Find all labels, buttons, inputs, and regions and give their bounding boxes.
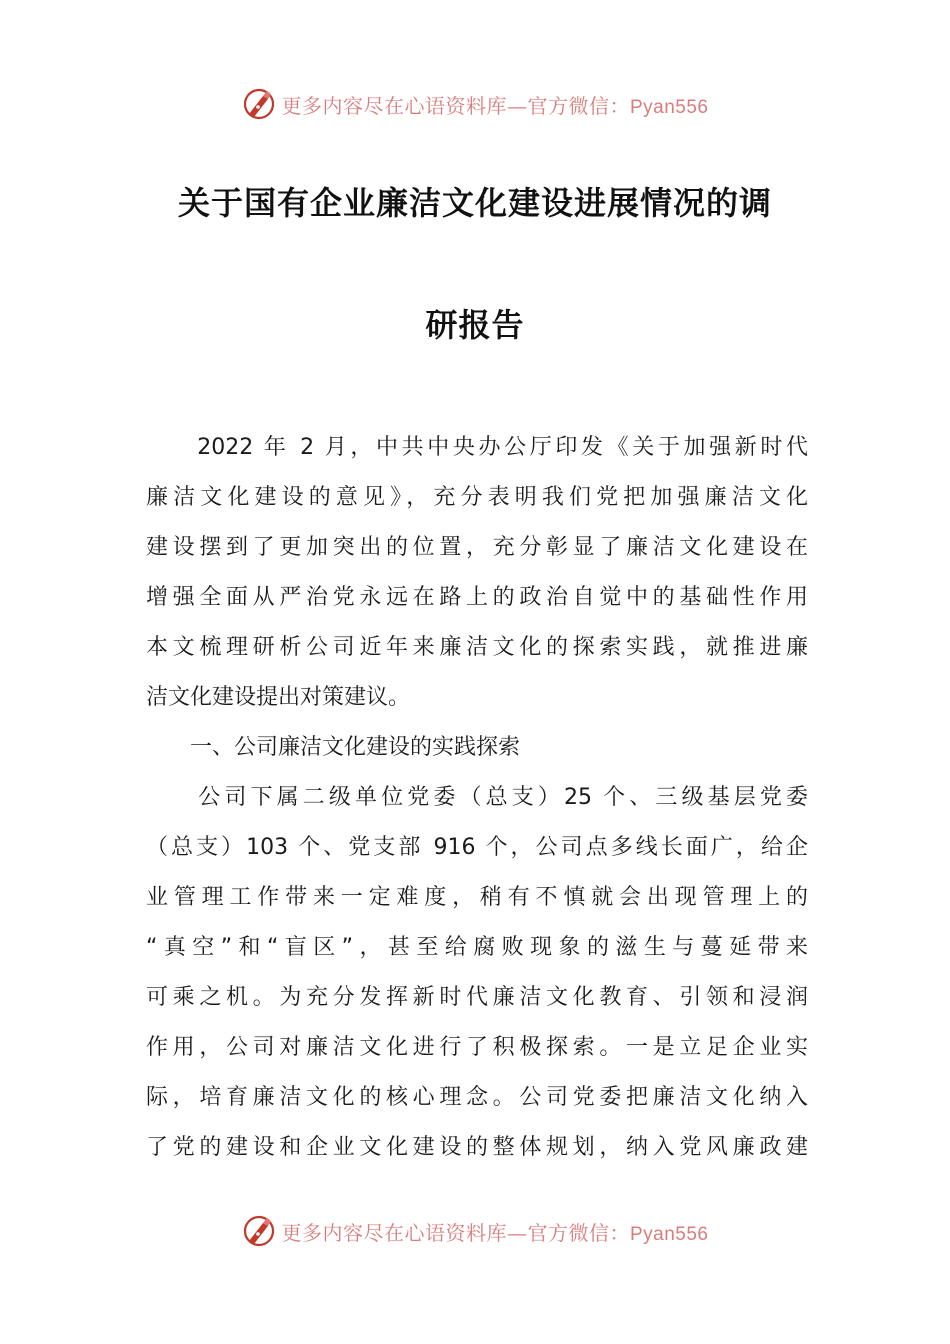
paragraph-2-line: （总支）103 个、党支部 916 个，公司点多线长面广，给企 [146, 835, 808, 860]
paragraph-2-line: 际，培育廉洁文化的核心理念。公司党委把廉洁文化纳入 [146, 1085, 808, 1110]
watermark-banner-top [0, 84, 950, 124]
paragraph-2-line: 了党的建设和企业文化建设的整体规划，纳入党风廉政建 [146, 1135, 808, 1160]
watermark-banner-bottom [0, 1211, 950, 1251]
paragraph-2-line: “真空”和“盲区”，甚至给腐败现象的滋生与蔓延带来 [146, 935, 808, 960]
wechat-id: Pyan556 [629, 1223, 709, 1245]
document-title-line-1: 关于国有企业廉洁文化建设进展情况的调 [177, 184, 772, 222]
pen-nib-logo-icon [241, 86, 277, 122]
paragraph-2-line: 可乘之机。为充分发挥新时代廉洁文化教育、引领和浸润 [146, 985, 808, 1010]
watermark-text: 更多内容尽在心语资料库—官方微信：Pyan556 [281, 1220, 709, 1245]
paragraph-1-line: 建设摆到了更加突出的位置，充分彰显了廉洁文化建设在 [146, 535, 808, 560]
paragraph-2-line: 公司下属二级单位党委（总支）25 个、三级基层党委 [146, 785, 808, 810]
paragraph-1-line: 本文梳理研析公司近年来廉洁文化的探索实践，就推进廉 [146, 635, 808, 660]
paragraph-2-line: 业管理工作带来一定难度，稍有不慎就会出现管理上的 [146, 885, 808, 910]
paragraph-1-line: 廉洁文化建设的意见》，充分表明我们党把加强廉洁文化 [146, 485, 808, 510]
paragraph-1-line: 洁文化建设提出对策建议。 [146, 685, 411, 710]
paragraph-1-line: 增强全面从严治党永远在路上的政治自觉中的基础性作用 [146, 585, 808, 610]
paragraph-2-line: 作用，公司对廉洁文化进行了积极探索。一是立足企业实 [146, 1035, 808, 1060]
watermark-text: 更多内容尽在心语资料库—官方微信：Pyan556 [281, 93, 709, 118]
section-heading: 一、公司廉洁文化建设的实践探索 [146, 735, 521, 760]
document-title-line-2: 研报告 [425, 306, 525, 344]
wechat-id: Pyan556 [629, 96, 709, 118]
pen-nib-logo-icon [241, 1213, 277, 1249]
paragraph-1-line: 2022 年 2 月，中共中央办公厅印发《关于加强新时代 [146, 435, 808, 460]
